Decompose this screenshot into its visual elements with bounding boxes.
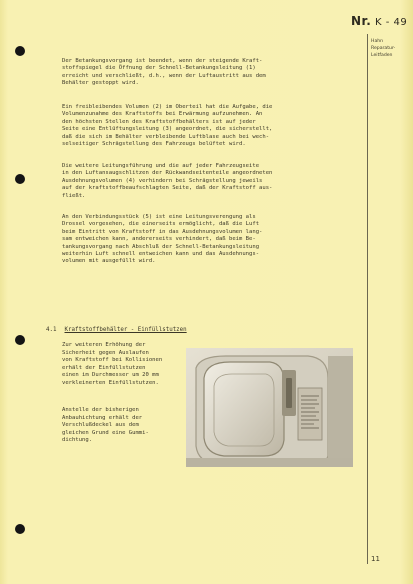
text-line: in den Luftansaugschlitzen der Rückwandseitenteile angeordneten: [62, 170, 273, 177]
text-line: verkleinerten Einfüllstutzen.: [62, 379, 159, 386]
text-line: fließt.: [62, 192, 86, 199]
text-line: dichtung.: [62, 437, 93, 444]
punch-hole: [15, 174, 25, 184]
punch-hole: [15, 46, 25, 56]
side-label-line: Hahn: [371, 39, 384, 44]
text-line: Die weitere Leitungsführung und die auf jeder Fahrzeugseite: [62, 163, 260, 169]
paragraph-volumen: [62, 104, 355, 148]
text-line: Anstelle der bisherigen: [62, 407, 139, 413]
paragraph-verbindungsstueck: [62, 214, 355, 266]
section-number: 4.1: [46, 327, 57, 333]
text-line: Sicherheit gegen Auslaufen: [62, 349, 149, 356]
text-line: daß die sich im Behälter verbleibende Luftblase auch bei wech-: [62, 133, 270, 140]
text-line: erhält der Einfüllstutzen: [62, 364, 146, 371]
text-line: erreicht und verschließt, d.h., wenn der Luftaustritt aus dem: [62, 72, 266, 79]
text-line: sam entweichen kann, andererseits verhindert, daß beim Be-: [62, 236, 256, 243]
text-line: Behälter gestoppt wird.: [62, 80, 139, 87]
side-label: [371, 38, 411, 59]
document-number-value: K - 49: [375, 17, 408, 28]
text-line: Anbauhichtung erhält der: [62, 414, 143, 421]
text-line: tankungsvorgang nach Abschluß der Schnell-Betankungsleitung: [62, 243, 260, 250]
text-line: Verschlußdeckel aus dem: [62, 422, 139, 429]
text-line: Der Betankungsvorgang ist beendet, wenn der steigende Kraft-: [62, 58, 263, 64]
text-line: Zur weiteren Erhöhung der: [62, 342, 146, 348]
document-number: [351, 14, 407, 28]
paragraph-leitungsfuehrung: [62, 163, 355, 200]
side-label-line: Reparatur-: [371, 46, 396, 51]
document-number-label: Nr.: [351, 14, 372, 28]
text-line: Seite eine Entlüftungsleitung (3) angeordnet, die sicherstellt,: [62, 126, 273, 133]
text-line: weiterhin Luft schnell entweichen kann und das Ausdehnungs-: [62, 251, 260, 258]
paragraph-betankung: [62, 58, 355, 88]
paragraph-verschlussdeckel: [62, 407, 174, 445]
fuel-filler-illustration: [186, 348, 353, 467]
text-line: beim Eintritt von Kraftstoff in das Ausdehnungsvolumen lang-: [62, 228, 263, 235]
punch-hole: [15, 335, 25, 345]
text-line: Ein freibleibendes Volumen (2) im Oberteil hat die Aufgabe, die: [62, 104, 273, 110]
text-line: stoffspiegel die Öffnung der Schnell-Betankungsleitung (1): [62, 65, 256, 72]
paragraph-einfuellstutzen: [62, 342, 174, 388]
text-line: von Kraftstoff bei Kollisionen: [62, 357, 163, 364]
text-line: An den Verbindungsstück (5) ist eine Leitungsverengung als: [62, 214, 256, 220]
text-line: Volumenzunahme des Kraftstoffs bei Erwärmung aufzunehmen. An: [62, 111, 263, 118]
text-line: volumen mit ausgefüllt wird.: [62, 258, 156, 265]
text-line: selseitiger Schrägstellung des Fahrzeugs belüftet wird.: [62, 141, 246, 148]
text-line: auf der kraftstoffbeaufschlagten Seite, daß der Kraftstoff aus-: [62, 185, 273, 192]
page-number: 11: [371, 555, 380, 563]
text-line: den höchsten Stellen des Kraftstoffbehälters ist auf jeder: [62, 118, 256, 125]
section-title: Kraftstoffbehälter - Einfüllstutzen: [64, 327, 187, 333]
text-line: einen im Durchmesser um 20 mm: [62, 372, 159, 379]
section-heading: [46, 327, 187, 333]
text-line: gleichen Grund eine Gummi-: [62, 429, 149, 436]
side-label-line: Leitfaden: [371, 53, 393, 58]
text-line: Ausdehnungsvolumen (4) verhindern bei Schrägstellung jeweils: [62, 177, 263, 184]
text-line: Drossel vorgesehen, die einerseits ermöglicht, daß die Luft: [62, 221, 260, 228]
punch-hole: [15, 524, 25, 534]
fuel-filler-photo: [186, 348, 353, 467]
margin-rule: [367, 34, 368, 564]
